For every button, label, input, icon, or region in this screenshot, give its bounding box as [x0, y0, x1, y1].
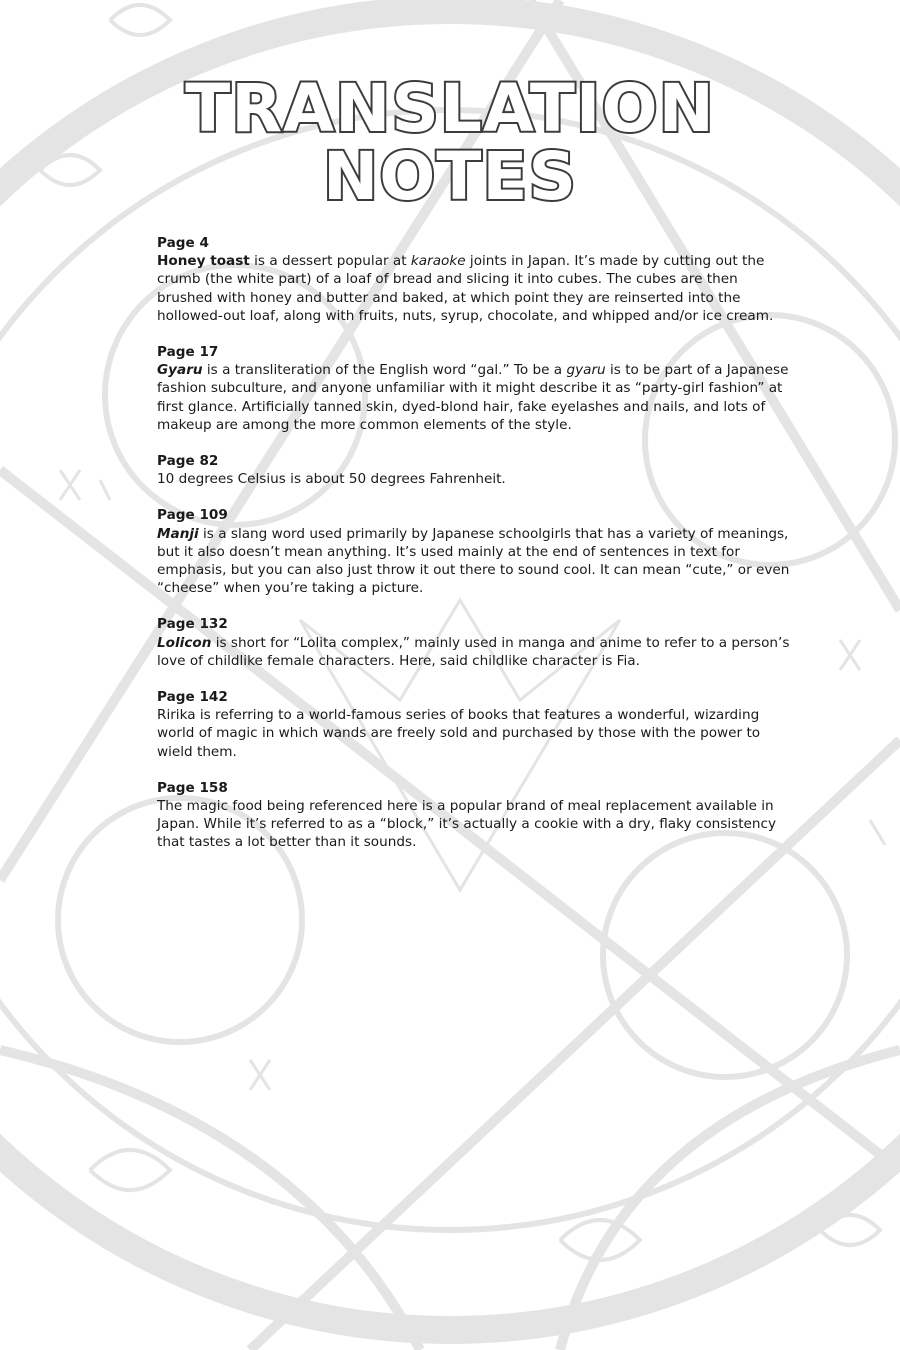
title-line-1: TRANSLATION — [185, 70, 715, 147]
note-text — [157, 634, 797, 670]
note-page-label: Page 82 — [157, 453, 219, 470]
note-page-109 — [157, 506, 797, 597]
note-page-label: Page 109 — [157, 507, 228, 524]
note-page-label: Page 4 — [157, 235, 209, 251]
note-text: The magic food being referenced here is a popular brand of meal replacement available in Japan. While it’s referred to as a “block,” it’s actually a cookie with a dry, flaky consistency that tastes a lot better than it sounds. — [157, 798, 777, 851]
note-term: Honey toast — [157, 253, 250, 270]
note-page-4 — [157, 234, 797, 325]
note-page-label: Page 158 — [157, 779, 228, 796]
note-page-label: Page 142 — [157, 689, 228, 706]
note-text-part: joints in Japan. It’s made by cutting out the crumb (the white part) of a loaf of bread and slicing it into cubes. The cubes are then brushed with honey and butter and baked, at which point they are reinserted into the hollowed-out loaf, along with fruits, nuts, syrup, chocolate, and whipped and/or ice cream. — [157, 253, 774, 324]
note-text — [157, 252, 797, 325]
note-text-part: is short for “Lolita complex,” mainly used in manga and anime to refer to a person’s love of childlike female characters. Here, said childlike character is Fia. — [157, 634, 790, 669]
note-page-132 — [157, 615, 797, 670]
note-page-142 — [157, 688, 797, 761]
note-term: Lolicon — [157, 634, 212, 651]
note-italic-word: gyaru — [566, 362, 606, 379]
note-page-17 — [157, 343, 797, 434]
note-text-part: is a slang word used primarily by Japanese schoolgirls that has a variety of meanings, but it also doesn’t mean anything. It’s used mainly at the end of sentences in text for emphasis, but you can also just throw it out there to sound cool. It can mean “cute,” or even “cheese” when you’re taking a picture. — [157, 525, 790, 597]
title-line-2: NOTES — [323, 138, 577, 215]
note-text: Ririka is referring to a world-famous series of books that features a wonderful, wizarding world of magic in which wands are freely sold and purchased by those with the power to wield them. — [157, 707, 761, 760]
note-page-label: Page 17 — [157, 344, 219, 361]
note-text: 10 degrees Celsius is about 50 degrees Fahrenheit. — [157, 471, 506, 488]
note-text-part: is a transliteration of the English word “gal.” To be a — [202, 362, 567, 379]
note-text-part: is a dessert popular at — [249, 253, 411, 270]
note-page-158 — [157, 779, 797, 852]
note-text-part: is to be part of a Japanese fashion subculture, and anyone unfamiliar with it might describe it as “party-girl fashion” at first glance. Artificially tanned skin, dyed-blond hair, fake eyelashes and nails, and lots of makeup are among the more common elements of the style. — [157, 362, 789, 433]
note-text — [157, 525, 797, 598]
note-term: Gyaru — [157, 362, 203, 379]
note-text — [157, 361, 797, 434]
note-page-82 — [157, 452, 797, 488]
translation-notes-list — [157, 234, 797, 870]
note-italic-word: karaoke — [410, 253, 466, 270]
note-term: Manji — [157, 525, 199, 542]
note-page-label: Page 132 — [157, 616, 228, 633]
